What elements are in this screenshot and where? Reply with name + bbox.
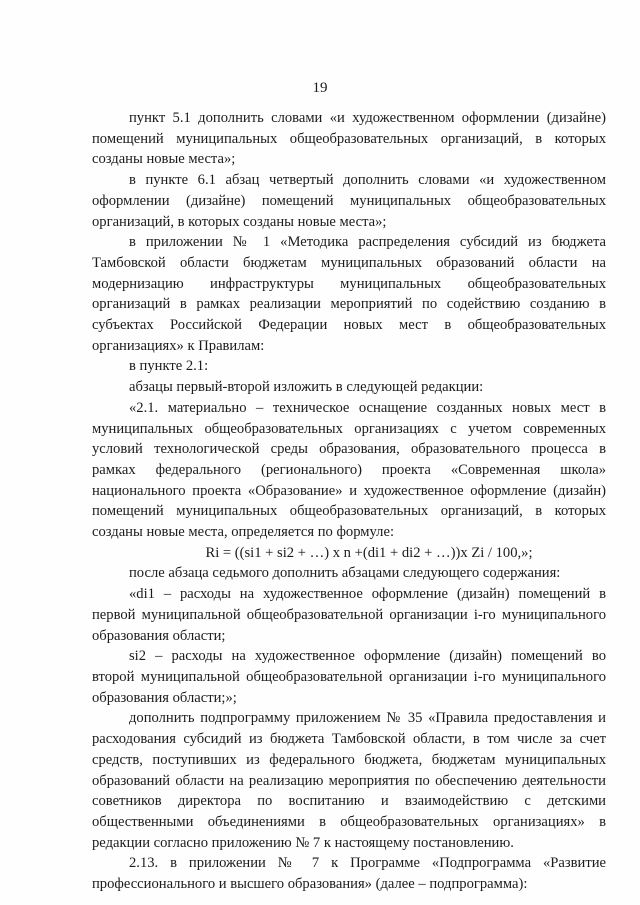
- page-number: 19: [312, 80, 328, 96]
- paragraph: пункт 5.1 дополнить словами «и художественном оформлении (дизайне) помещений муниципальных общеобразовательных организаций, в которых созданы новые места»;: [92, 110, 606, 168]
- paragraph: «2.1. материально – техническое оснащение созданных новых мест в муниципальных общеобразовательных организациях с учетом современных условий технологической среды образования, образовательного процесса в рамках федерального (регионального) проекта «Современная школа» национального проекта «Образование» и художественное оформление (дизайн) помещений муниципальных общеобразовательных организаций, в которых созданы новые места, определяется по формуле:: [92, 399, 606, 541]
- paragraph: после абзаца седьмого дополнить абзацами следующего содержания:: [129, 565, 561, 582]
- document-body: [92, 108, 606, 895]
- paragraph: в пункте 2.1:: [129, 358, 209, 375]
- formula: Ri = ((si1 + si2 + …) x n +(di1 + di2 + …))x Zi / 100,»;: [205, 544, 533, 561]
- paragraph: «di1 – расходы на художественное оформление (дизайн) помещений в первой муниципальной общеобразовательной организации i-го муниципального образования области;: [92, 586, 606, 644]
- paragraph: si2 – расходы на художественное оформление (дизайн) помещений во второй муниципальной общеобразовательной организации i-го муниципального образования области;»;: [92, 648, 606, 706]
- paragraph: в приложении № 1 «Методика распределения субсидий из бюджета Тамбовской области бюджетам муниципальных образований области на модернизацию инфраструктуры муниципальных общеобразовательных организаций в рамках реализации мероприятий по содействию созданию в субъектах Российской Федерации новых мест в общеобразовательных организациях» к Правилам:: [92, 234, 606, 354]
- paragraph: дополнить подпрограмму приложением № 35 «Правила предоставления и расходования субсидий из бюджета Тамбовской области, в том числе за счет средств, поступивших из федерального бюджета, бюджетам муниципальных образований области на реализацию мероприятия по обеспечению деятельности советников директора по воспитанию и взаимодействию с детскими общественными объединениями в общеобразовательных организациях» в редакции согласно приложению № 7 к настоящему постановлению.: [92, 710, 606, 851]
- paragraph: абзацы первый-второй изложить в следующей редакции:: [129, 379, 484, 396]
- paragraph: в пункте 6.1 абзац четвертый дополнить словами «и художественном оформлении (дизайне) помещений муниципальных общеобразовательных организаций, в которых созданы новые места»;: [92, 172, 606, 230]
- paragraph: 2.13. в приложении № 7 к Программе «Подпрограмма «Развитие профессионального и высшего образования» (далее – подпрограмма):: [92, 855, 606, 893]
